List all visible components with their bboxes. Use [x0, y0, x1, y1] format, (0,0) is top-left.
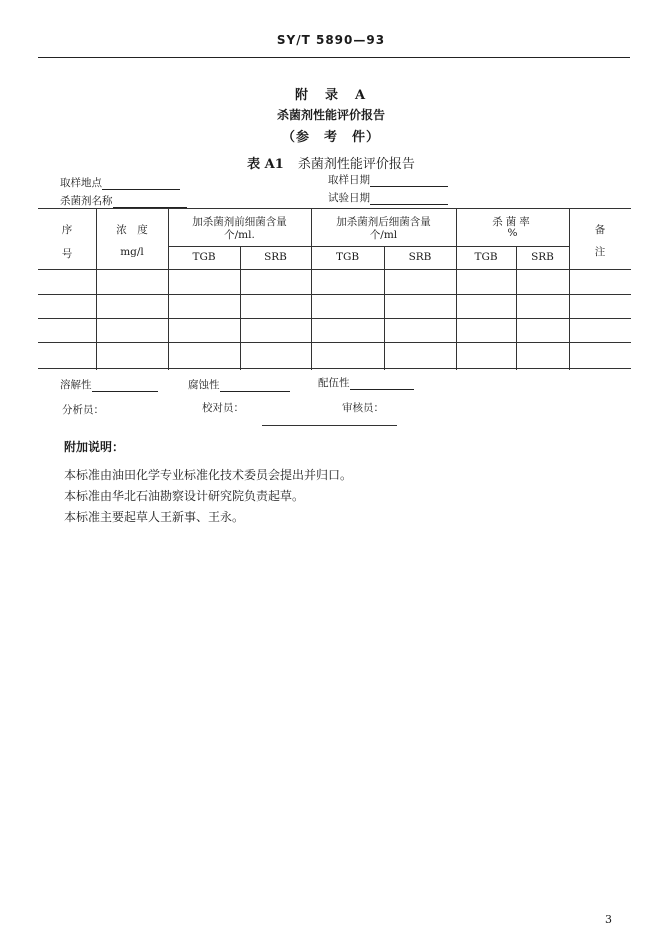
field-bactericide-name-blank[interactable] — [113, 197, 187, 208]
header-after-tgb: TGB — [335, 251, 360, 263]
table-rule-row-2 — [38, 318, 631, 319]
table-rule-row-1 — [38, 294, 631, 295]
field-bactericide-name-label: 杀菌剂名称 — [60, 195, 113, 207]
header-before-unit: 个/ml. — [224, 229, 255, 241]
footer-compatibility-blank[interactable] — [350, 379, 414, 390]
field-sampling-date-label: 取样日期 — [328, 174, 370, 186]
table-rule-header-bottom — [38, 269, 631, 270]
signature-analyst: 分析员： — [62, 404, 104, 416]
footer-corrosion-label: 腐蚀性 — [188, 379, 220, 391]
table-col-line-3 — [240, 246, 241, 370]
field-sampling-site-label: 取样地点 — [60, 177, 102, 189]
standard-code: SY/T 5890—93 — [276, 33, 386, 47]
header-kill-rate: 杀菌率 — [492, 216, 533, 228]
table-rule-subheader — [168, 246, 569, 247]
field-bactericide-name — [60, 193, 187, 208]
header-rate-srb: SRB — [531, 251, 554, 263]
table-caption — [0, 153, 662, 172]
signature-reviewer: 审核员： — [342, 402, 384, 414]
table-rule-top — [38, 208, 631, 209]
table-rule-row-3 — [38, 342, 631, 343]
appendix-label: 附 录 A — [294, 88, 368, 103]
header-after-srb: SRB — [408, 251, 432, 263]
footer-corrosion — [188, 377, 290, 392]
field-sampling-site — [60, 175, 180, 190]
footer-solubility-blank[interactable] — [92, 381, 158, 392]
field-sampling-date — [328, 172, 448, 187]
separator-rule — [262, 425, 397, 426]
footer-compatibility — [318, 375, 414, 390]
header-concentration-unit: mg/l — [120, 246, 144, 258]
footer-compatibility-label: 配伍性 — [318, 377, 350, 389]
header-before-tgb: TGB — [192, 251, 216, 263]
page-number: 3 — [605, 913, 612, 926]
footer-solubility-label: 溶解性 — [60, 379, 92, 391]
field-test-date-label: 试验日期 — [328, 192, 370, 204]
header-seq-bottom: 号 — [61, 248, 73, 260]
header-remark-bottom: 注 — [594, 246, 606, 258]
header-kill-rate-unit: % — [507, 227, 518, 239]
field-sampling-site-blank[interactable] — [102, 179, 180, 190]
field-test-date — [328, 190, 448, 205]
signature-proofreader: 校对员： — [202, 402, 244, 414]
header-concentration: 浓 度 — [116, 224, 148, 236]
additional-note-line-3: 本标准主要起草人王新事、王永。 — [64, 510, 245, 524]
header-rate-tgb: TGB — [474, 251, 498, 263]
field-test-date-blank[interactable] — [370, 194, 448, 205]
header-after-unit: 个/ml — [369, 229, 398, 241]
table-caption-number: 表 A1 — [247, 157, 284, 172]
header-seq-top: 序 — [61, 224, 73, 236]
header-before-srb: SRB — [264, 251, 287, 263]
table-col-line-5 — [384, 246, 385, 370]
table-caption-title: 杀菌剂性能评价报告 — [297, 157, 415, 172]
appendix-note: （参 考 件） — [281, 130, 380, 145]
additional-note-line-2: 本标准由华北石油勘察设计研究院负责起草。 — [64, 489, 305, 503]
additional-notes-title: 附加说明： — [64, 440, 125, 454]
table-col-line-7 — [516, 246, 517, 370]
header-before: 加杀菌剂前细菌含量 — [192, 216, 287, 228]
appendix-title: 杀菌剂性能评价报告 — [276, 108, 385, 122]
header-rule — [38, 57, 630, 58]
footer-solubility — [60, 377, 158, 392]
header-remark-top: 备 — [594, 224, 606, 236]
footer-corrosion-blank[interactable] — [220, 381, 290, 392]
table-rule-bottom — [38, 368, 631, 369]
field-sampling-date-blank[interactable] — [370, 176, 448, 187]
header-after: 加杀菌剂后细菌含量 — [336, 216, 431, 228]
evaluation-table — [38, 208, 631, 370]
additional-note-line-1: 本标准由油田化学专业标准化技术委员会提出并归口。 — [64, 468, 353, 482]
